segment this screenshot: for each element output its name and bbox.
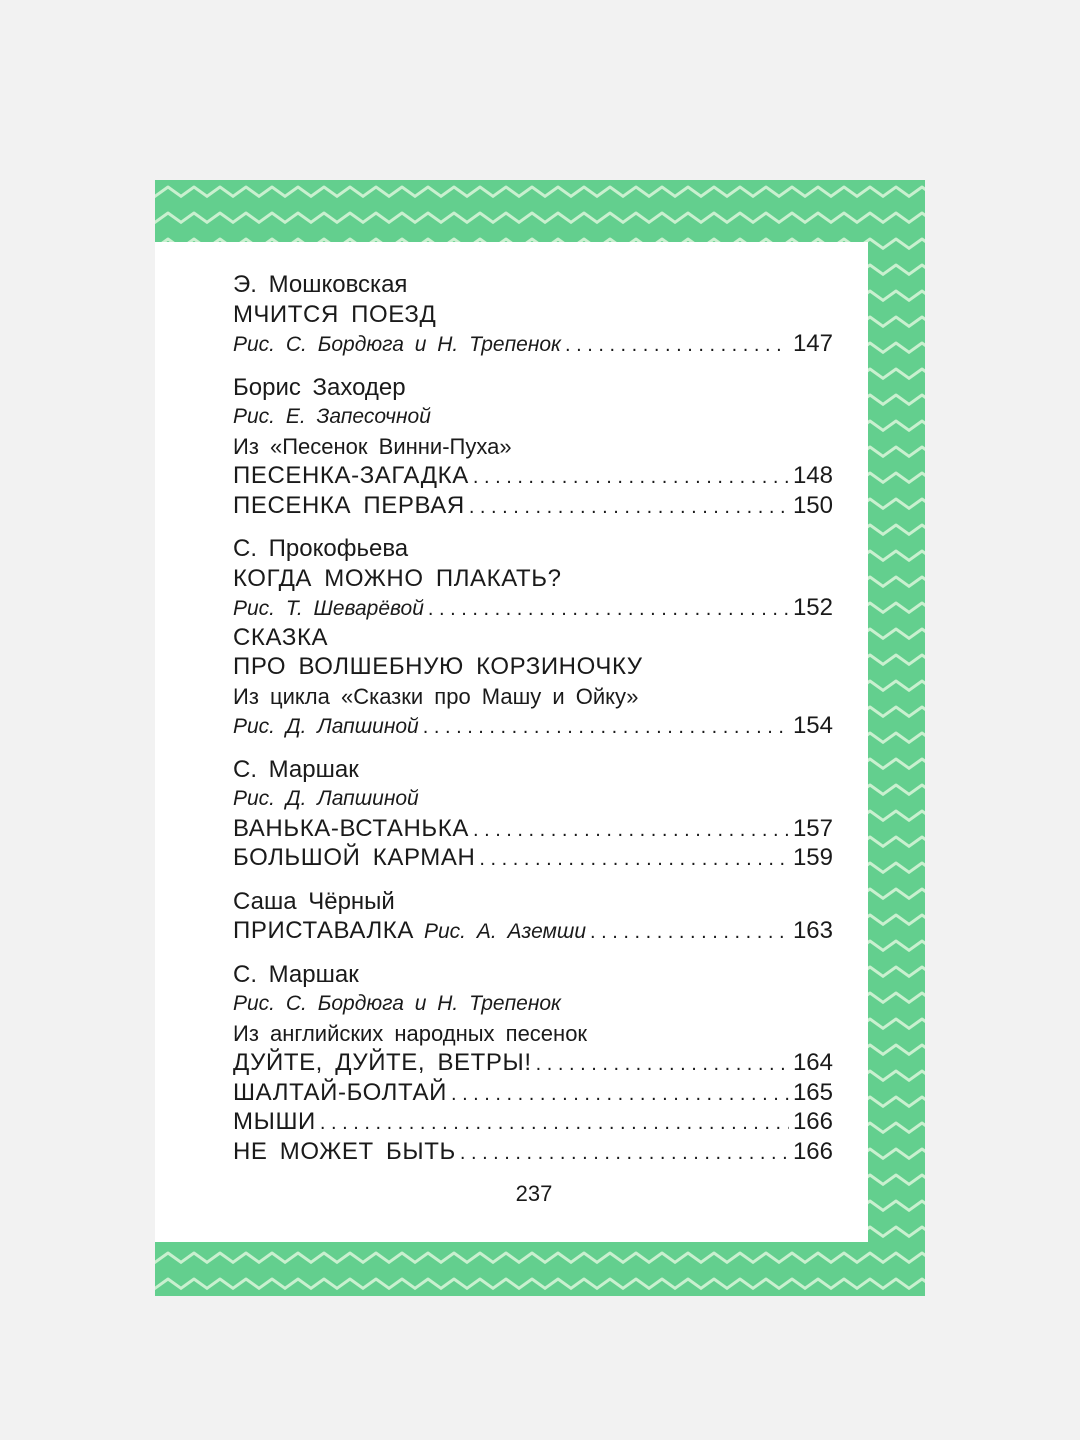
table-of-contents [233, 270, 833, 1180]
page-ref: 165 [792, 1078, 833, 1106]
toc-section [233, 270, 833, 359]
work-title: ПЕСЕНКА-ЗАГАДКА [233, 462, 469, 489]
page-ref: 166 [792, 1137, 833, 1165]
toc-entry [233, 593, 833, 623]
work-title: МЫШИ [233, 1108, 316, 1135]
illustrator-credit: Рис. Е. Запесочной [233, 405, 431, 428]
page-ref: 159 [792, 844, 833, 871]
illustrator-credit: Рис. С. Бордюга и Н. Трепенок [233, 992, 561, 1015]
toc-section [233, 960, 833, 1167]
source-note: Из цикла «Сказки про Машу и Ойку» [233, 683, 639, 709]
dot-leader [451, 1080, 789, 1110]
source-note: Из английских народных песенок [233, 1020, 588, 1046]
toc-entry [233, 711, 833, 741]
toc-entry [233, 916, 833, 946]
work-title: ПРИСТАВАЛКА [233, 917, 414, 944]
work-title: ПРО ВОЛШЕБНУЮ КОРЗИНОЧКУ [233, 653, 643, 680]
illustrator-credit: Рис. Д. Лапшиной [233, 787, 419, 810]
dot-leader [320, 1109, 789, 1139]
work-title: ПЕСЕНКА ПЕРВАЯ [233, 491, 465, 519]
work-title: КОГДА МОЖНО ПЛАКАТЬ? [233, 564, 562, 592]
dot-leader [469, 493, 789, 523]
page-ref: 150 [792, 491, 833, 519]
dot-leader [460, 1139, 789, 1169]
author-name: Борис Заходер [233, 373, 406, 401]
toc-entry [233, 461, 833, 491]
page-ref: 152 [792, 594, 833, 621]
toc-entry [233, 1107, 833, 1137]
page-ref: 163 [792, 917, 833, 944]
author-name: Саша Чёрный [233, 887, 395, 915]
author-name: Э. Мошковская [233, 271, 408, 298]
toc-entry [233, 491, 833, 521]
toc-section [233, 755, 833, 873]
page-ref: 164 [792, 1049, 833, 1076]
work-title: БОЛЬШОЙ КАРМАН [233, 844, 476, 871]
work-title: СКАЗКА [233, 623, 329, 651]
page-number: 237 [515, 1181, 553, 1206]
dot-leader [565, 331, 789, 361]
dot-leader [428, 595, 789, 625]
illustrator-credit: Рис. Д. Лапшиной [233, 715, 419, 738]
author-name: С. Маршак [233, 960, 359, 988]
dot-leader [423, 713, 789, 743]
page-ref: 166 [792, 1108, 833, 1135]
toc-entry [233, 1048, 833, 1078]
work-title: МЧИТСЯ ПОЕЗД [233, 300, 437, 328]
toc-section [233, 373, 833, 521]
toc-entry [233, 814, 833, 844]
illustrator-credit: Рис. А. Аземши [424, 920, 587, 943]
dot-leader [479, 845, 789, 875]
illustrator-credit: Рис. Т. Шеварёвой [233, 597, 424, 620]
illustrator-credit: Рис. С. Бордюга и Н. Трепенок [233, 333, 561, 356]
toc-entry [233, 843, 833, 873]
page-ref: 147 [792, 330, 833, 357]
work-title: ВАНЬКА-ВСТАНЬКА [233, 814, 469, 842]
work-title: НЕ МОЖЕТ БЫТЬ [233, 1137, 456, 1165]
toc-entry [233, 1078, 833, 1108]
dot-leader [536, 1050, 789, 1080]
dot-leader [473, 463, 789, 493]
work-title: ШАЛТАЙ-БОЛТАЙ [233, 1078, 447, 1106]
page-ref: 148 [792, 462, 833, 489]
page-ref: 157 [792, 814, 833, 842]
page-ref: 154 [792, 712, 833, 739]
dot-leader [590, 918, 789, 948]
toc-entry [233, 1137, 833, 1167]
dot-leader [473, 816, 789, 846]
toc-section [233, 534, 833, 741]
toc-section [233, 887, 833, 946]
toc-entry [233, 329, 833, 359]
source-note: Из «Песенок Винни-Пуха» [233, 433, 512, 459]
author-name: С. Прокофьева [233, 535, 409, 562]
author-name: С. Маршак [233, 755, 359, 783]
work-title: ДУЙТЕ, ДУЙТЕ, ВЕТРЫ! [233, 1049, 532, 1076]
